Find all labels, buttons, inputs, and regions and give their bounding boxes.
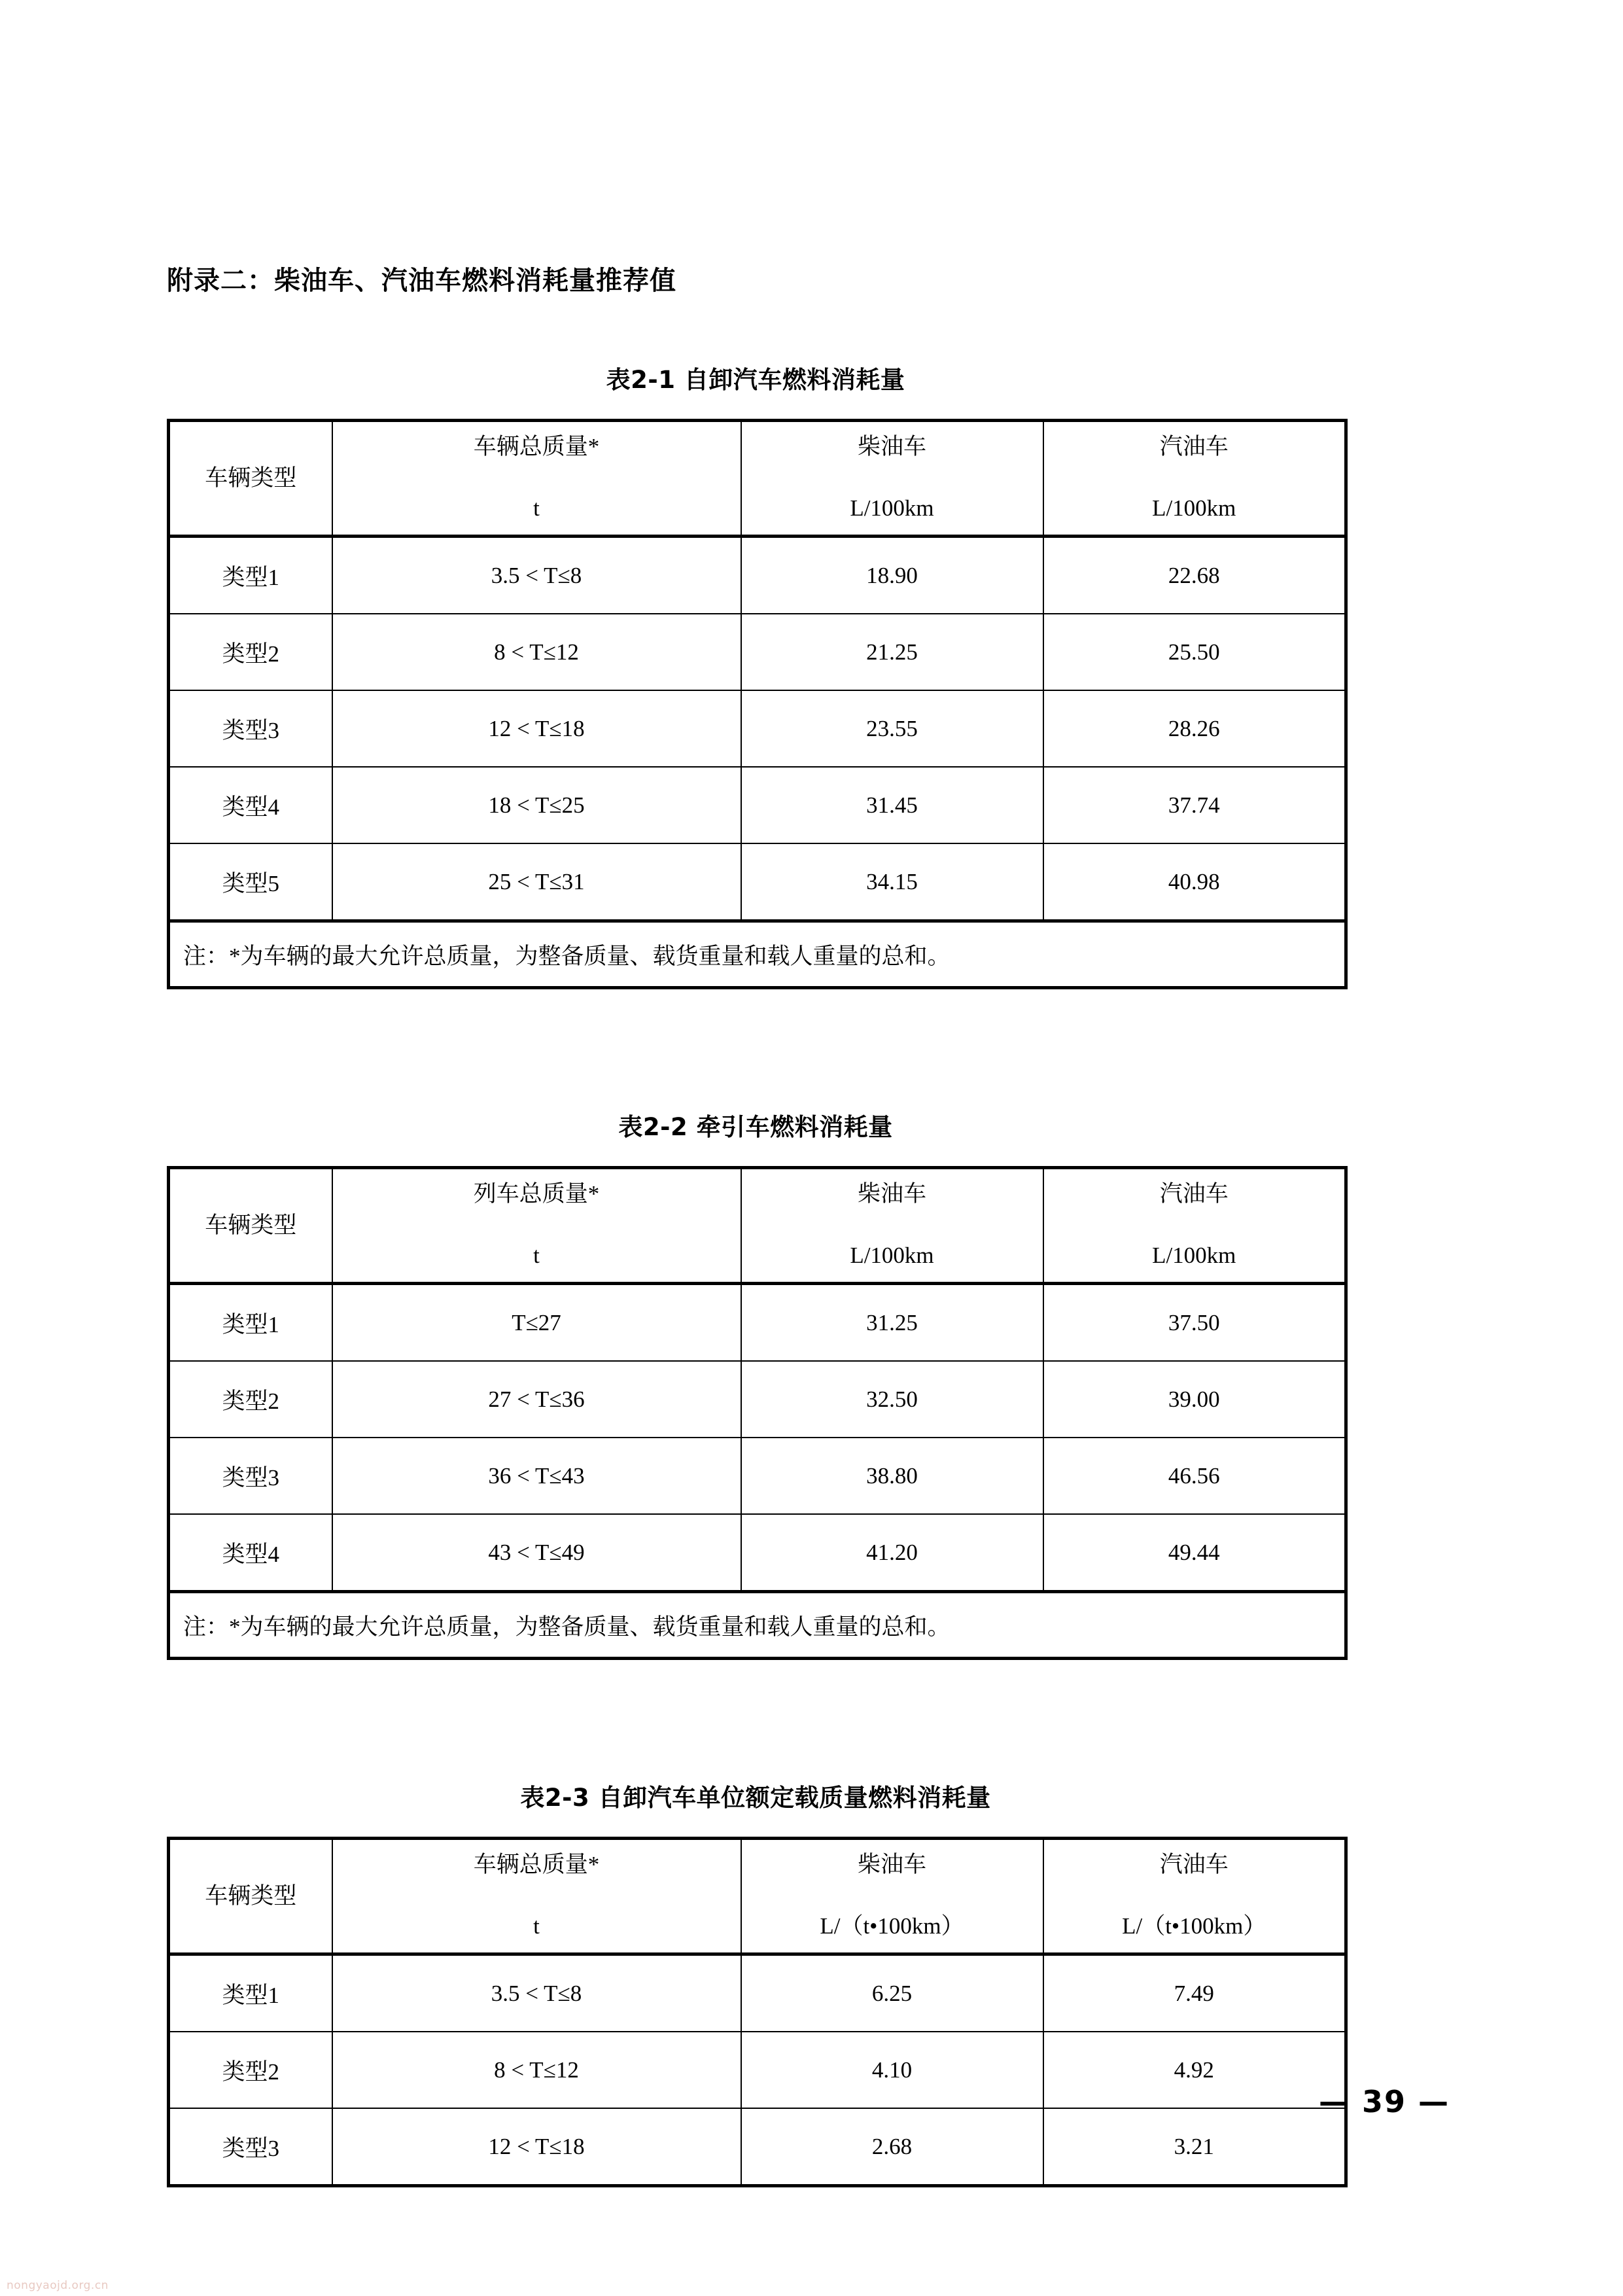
table-header-row (169, 1168, 1346, 1284)
table-caption-1: 表2-1 自卸汽车燃料消耗量 (606, 366, 905, 394)
page-content (167, 0, 1344, 2187)
fuel-consumption-table-1 (167, 419, 1348, 989)
cell-diesel-value: 6.25 (741, 1954, 1043, 2032)
cell-gasoline-value: 25.50 (1043, 614, 1346, 690)
column-header-gasoline (1043, 421, 1346, 537)
cell-vehicle-type: 类型1 (169, 1954, 332, 2032)
column-header-unit: L/100km (1152, 1242, 1236, 1268)
cell-gasoline-value: 49.44 (1043, 1514, 1346, 1592)
cell-vehicle-type: 类型2 (169, 1361, 332, 1438)
cell-total-mass: 43 < T≤49 (332, 1514, 741, 1592)
cell-diesel-value: 18.90 (741, 537, 1043, 614)
table-row (169, 2108, 1346, 2186)
column-header-label: 车辆类型 (205, 1212, 297, 1238)
cell-total-mass: 8 < T≤12 (332, 614, 741, 690)
table-row (169, 690, 1346, 767)
cell-total-mass: 18 < T≤25 (332, 767, 741, 843)
cell-diesel-value: 31.45 (741, 767, 1043, 843)
column-header-unit: L/（t•100km） (1122, 1913, 1266, 1939)
table-caption-3: 表2-3 自卸汽车单位额定载质量燃料消耗量 (520, 1784, 991, 1812)
column-header-label: 列车总质量* (473, 1181, 600, 1207)
column-header-label: 汽油车 (1159, 1852, 1229, 1877)
fuel-consumption-table-2 (167, 1166, 1348, 1660)
column-header-gasoline (1043, 1839, 1346, 1954)
table-header-row (169, 421, 1346, 537)
cell-vehicle-type: 类型4 (169, 1514, 332, 1592)
table-row (169, 1361, 1346, 1438)
column-header-vehicle-type (169, 1168, 332, 1284)
cell-gasoline-value: 7.49 (1043, 1954, 1346, 2032)
column-header-vehicle-type (169, 1839, 332, 1954)
table-row (169, 1514, 1346, 1592)
table-header-row (169, 1839, 1346, 1954)
column-header-diesel (741, 1839, 1043, 1954)
column-header-label: 柴油车 (857, 1181, 926, 1207)
table-row (169, 537, 1346, 614)
table-row (169, 767, 1346, 843)
cell-vehicle-type: 类型3 (169, 1438, 332, 1514)
table-row (169, 1438, 1346, 1514)
table-caption-2: 表2-2 牵引车燃料消耗量 (618, 1113, 893, 1141)
column-header-label: 车辆类型 (205, 465, 297, 491)
column-header-label: 车辆总质量* (473, 434, 600, 459)
column-header-label: 汽油车 (1159, 434, 1229, 459)
column-header-unit: L/100km (850, 495, 934, 521)
cell-total-mass: 27 < T≤36 (332, 1361, 741, 1438)
appendix-title: 附录二：柴油车、汽油车燃料消耗量推荐值 (167, 266, 676, 296)
column-header-label: 汽油车 (1159, 1181, 1229, 1207)
page-number: — 39 — (1318, 2084, 1450, 2119)
cell-diesel-value: 21.25 (741, 614, 1043, 690)
cell-gasoline-value: 39.00 (1043, 1361, 1346, 1438)
cell-vehicle-type: 类型2 (169, 614, 332, 690)
table-row (169, 2032, 1346, 2108)
cell-total-mass: T≤27 (332, 1284, 741, 1362)
column-header-total-mass (332, 1839, 741, 1954)
fuel-consumption-table-3 (167, 1837, 1348, 2187)
cell-gasoline-value: 3.21 (1043, 2108, 1346, 2186)
cell-diesel-value: 4.10 (741, 2032, 1043, 2108)
cell-total-mass: 12 < T≤18 (332, 2108, 741, 2186)
table-row (169, 1284, 1346, 1362)
cell-diesel-value: 34.15 (741, 843, 1043, 921)
column-header-unit: L/100km (1152, 495, 1236, 521)
table-row (169, 614, 1346, 690)
cell-total-mass: 12 < T≤18 (332, 690, 741, 767)
cell-vehicle-type: 类型4 (169, 767, 332, 843)
column-header-unit: t (533, 1242, 540, 1268)
table-row (169, 843, 1346, 921)
cell-total-mass: 25 < T≤31 (332, 843, 741, 921)
cell-diesel-value: 41.20 (741, 1514, 1043, 1592)
cell-diesel-value: 31.25 (741, 1284, 1043, 1362)
column-header-unit: L/（t•100km） (820, 1913, 964, 1939)
cell-diesel-value: 32.50 (741, 1361, 1043, 1438)
table-note: 注：*为车辆的最大允许总质量，为整备质量、载货重量和载人重量的总和。 (169, 921, 1346, 988)
column-header-diesel (741, 1168, 1043, 1284)
column-header-label: 柴油车 (857, 434, 926, 459)
cell-gasoline-value: 4.92 (1043, 2032, 1346, 2108)
cell-gasoline-value: 22.68 (1043, 537, 1346, 614)
cell-gasoline-value: 37.50 (1043, 1284, 1346, 1362)
column-header-diesel (741, 421, 1043, 537)
watermark-text: nongyaojd.org.cn (7, 2279, 109, 2292)
column-header-total-mass (332, 421, 741, 537)
cell-vehicle-type: 类型3 (169, 690, 332, 767)
column-header-label: 车辆总质量* (473, 1852, 600, 1877)
cell-total-mass: 8 < T≤12 (332, 2032, 741, 2108)
column-header-unit: t (533, 495, 540, 521)
column-header-unit: t (533, 1913, 540, 1939)
table-note-row (169, 921, 1346, 988)
cell-diesel-value: 2.68 (741, 2108, 1043, 2186)
cell-vehicle-type: 类型3 (169, 2108, 332, 2186)
column-header-vehicle-type (169, 421, 332, 537)
column-header-label: 车辆类型 (205, 1882, 297, 1909)
cell-total-mass: 3.5 < T≤8 (332, 1954, 741, 2032)
cell-gasoline-value: 40.98 (1043, 843, 1346, 921)
cell-diesel-value: 38.80 (741, 1438, 1043, 1514)
cell-vehicle-type: 类型1 (169, 1284, 332, 1362)
cell-vehicle-type: 类型5 (169, 843, 332, 921)
cell-vehicle-type: 类型1 (169, 537, 332, 614)
column-header-train-mass (332, 1168, 741, 1284)
table-note: 注：*为车辆的最大允许总质量，为整备质量、载货重量和载人重量的总和。 (169, 1592, 1346, 1659)
column-header-gasoline (1043, 1168, 1346, 1284)
cell-diesel-value: 23.55 (741, 690, 1043, 767)
cell-gasoline-value: 37.74 (1043, 767, 1346, 843)
cell-total-mass: 3.5 < T≤8 (332, 537, 741, 614)
cell-gasoline-value: 46.56 (1043, 1438, 1346, 1514)
table-note-row (169, 1592, 1346, 1659)
column-header-unit: L/100km (850, 1242, 934, 1268)
cell-gasoline-value: 28.26 (1043, 690, 1346, 767)
column-header-label: 柴油车 (857, 1852, 926, 1877)
table-row (169, 1954, 1346, 2032)
cell-total-mass: 36 < T≤43 (332, 1438, 741, 1514)
cell-vehicle-type: 类型2 (169, 2032, 332, 2108)
